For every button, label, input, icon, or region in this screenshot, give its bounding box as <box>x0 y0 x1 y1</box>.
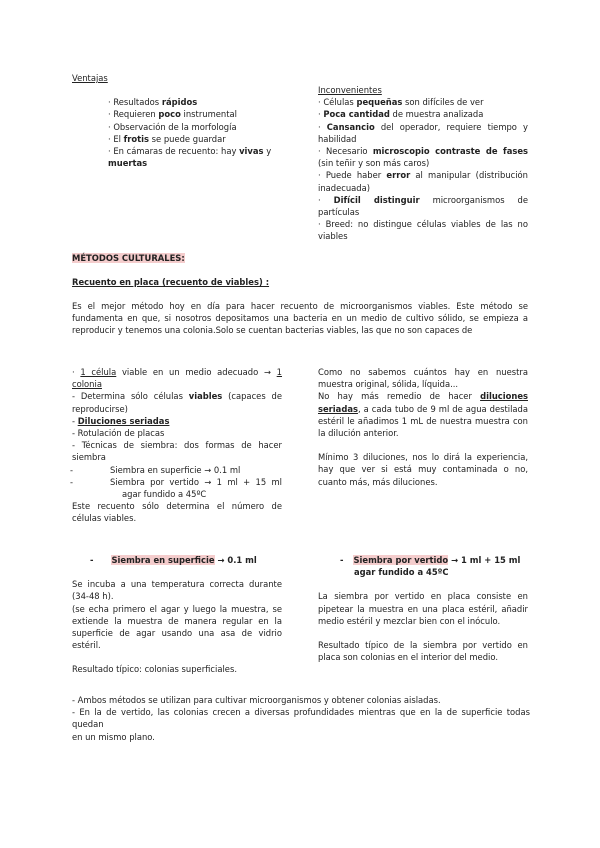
footer-note-3: en un mismo plano. <box>72 731 155 742</box>
footer-note-2: - En la de vertido, las colonias crecen a diversas profundidades mientras que en la de superficie todas quedan <box>72 707 530 730</box>
inconvenientes-item: · Necesario microscopio contraste de fases (sin teñir y son más caros) <box>318 146 528 169</box>
superficie-result: Resultado típico: colonias superficiales. <box>72 664 237 675</box>
ventajas-item: · El frotis se puede guardar <box>108 133 226 144</box>
ventajas-item-continued: muertas <box>108 158 148 169</box>
vertido-block <box>318 554 528 663</box>
inconvenientes-block <box>318 84 528 243</box>
inconvenientes-item: · Difícil distinguir microorganismos de partículas <box>318 194 529 218</box>
ventajas-block <box>72 72 292 169</box>
vertido-heading: - Siembra por vertido → 1 ml + 15 ml agar fundido a 45ºC <box>340 555 521 578</box>
intro-paragraph: Es el mejor método hoy en día para hacer recuento de microorganismos viables. Este método se fundamenta en que, si nosotros depositamos una bacteria en un medio de cultivo sólido, se empieza a reproducir y tenemos una colonia.Solo se cuentan bacterias viables, las que no son capaces de <box>72 301 528 336</box>
ventajas-list <box>72 96 292 169</box>
viables-rule: - Determina sólo células viables (capaces de reproducirse) <box>72 391 282 414</box>
vertido-result: Resultado típico de la siembra por vertido en placa son colonias en el interior del medio. <box>318 640 528 663</box>
rotulacion-item: - Rotulación de placas <box>72 428 165 439</box>
vertido-text <box>318 590 528 663</box>
ventajas-item: · Resultados rápidos <box>108 97 198 108</box>
left-column <box>72 366 282 525</box>
inconvenientes-item: · Células pequeñas son difíciles de ver <box>318 97 484 108</box>
superficie-heading: - Siembra en superficie → 0.1 ml <box>90 555 257 565</box>
siembra-vertido-item: - Siembra por vertido → 1 ml + 15 ml agar fundido a 45ºC <box>70 476 282 500</box>
right-paragraph-2: No hay más remedio de hacer diluciones seriadas, a cada tubo de 9 ml de agua destilada estéril le añadimos 1 mL de nuestra muestra con la dilución anterior. <box>318 391 528 439</box>
diluciones-item: - Diluciones seriadas <box>72 415 170 426</box>
siembra-superficie-item: - Siembra en superficie → 0.1 ml <box>70 464 241 475</box>
section-title: MÉTODOS CULTURALES: <box>72 253 185 263</box>
recuento-note: Este recuento sólo determina el número de células viables. <box>72 501 282 524</box>
vertido-paragraph-1: La siembra por vertido en placa consiste en pipetear la muestra en una placa estéril, añadir medio estéril y mezclar bien con el inóculo. <box>318 591 528 626</box>
inconvenientes-item: · Cansancio del operador, requiere tiempo y habilidad <box>318 121 528 144</box>
footer-notes <box>72 694 530 743</box>
inconvenientes-item: · Puede haber error al manipular (distribución inadecuada) <box>318 170 528 193</box>
ventajas-title: Ventajas <box>72 73 108 83</box>
superficie-paragraph-1: Se incuba a una temperatura correcta durante (34-48 h). <box>72 579 282 602</box>
superficie-paragraph-2: (se echa primero el agar y luego la muestra, se extiende la muestra de manera regular en la superficie de agar usando una asa de vidrio estéril. <box>72 603 282 651</box>
footer-note-1: - Ambos métodos se utilizan para cultivar microorganismos y obtener colonias aisladas. <box>72 695 441 705</box>
ventajas-item: · Observación de la morfología <box>108 121 237 132</box>
ventajas-item: · Requieren poco instrumental <box>108 109 237 120</box>
right-paragraph-3: Mínimo 3 diluciones, nos lo dirá la experiencia, hay que ver si está muy contaminada o no, cuanto más, más diluciones. <box>318 452 528 487</box>
superficie-block <box>72 554 282 676</box>
subsection-title: Recuento en placa (recuento de viables) : <box>72 277 270 287</box>
inconvenientes-item: · Poca cantidad de muestra analizada <box>318 109 484 120</box>
ventajas-item: · En cámaras de recuento: hay vivas y <box>108 146 272 157</box>
tecnicas-item: - Técnicas de siembra: dos formas de hacer siembra <box>72 440 282 463</box>
right-column <box>318 366 528 488</box>
inconvenientes-item: · Breed: no distingue células viables de las no viables <box>318 219 528 242</box>
superficie-text <box>72 578 282 675</box>
colony-rule: · 1 célula viable en un medio adecuado → 1 colonia <box>72 367 283 390</box>
right-paragraph-1: Como no sabemos cuántos hay en nuestra muestra original, sólida, líquida... <box>318 367 528 390</box>
inconvenientes-title: Inconvenientes <box>318 85 382 95</box>
